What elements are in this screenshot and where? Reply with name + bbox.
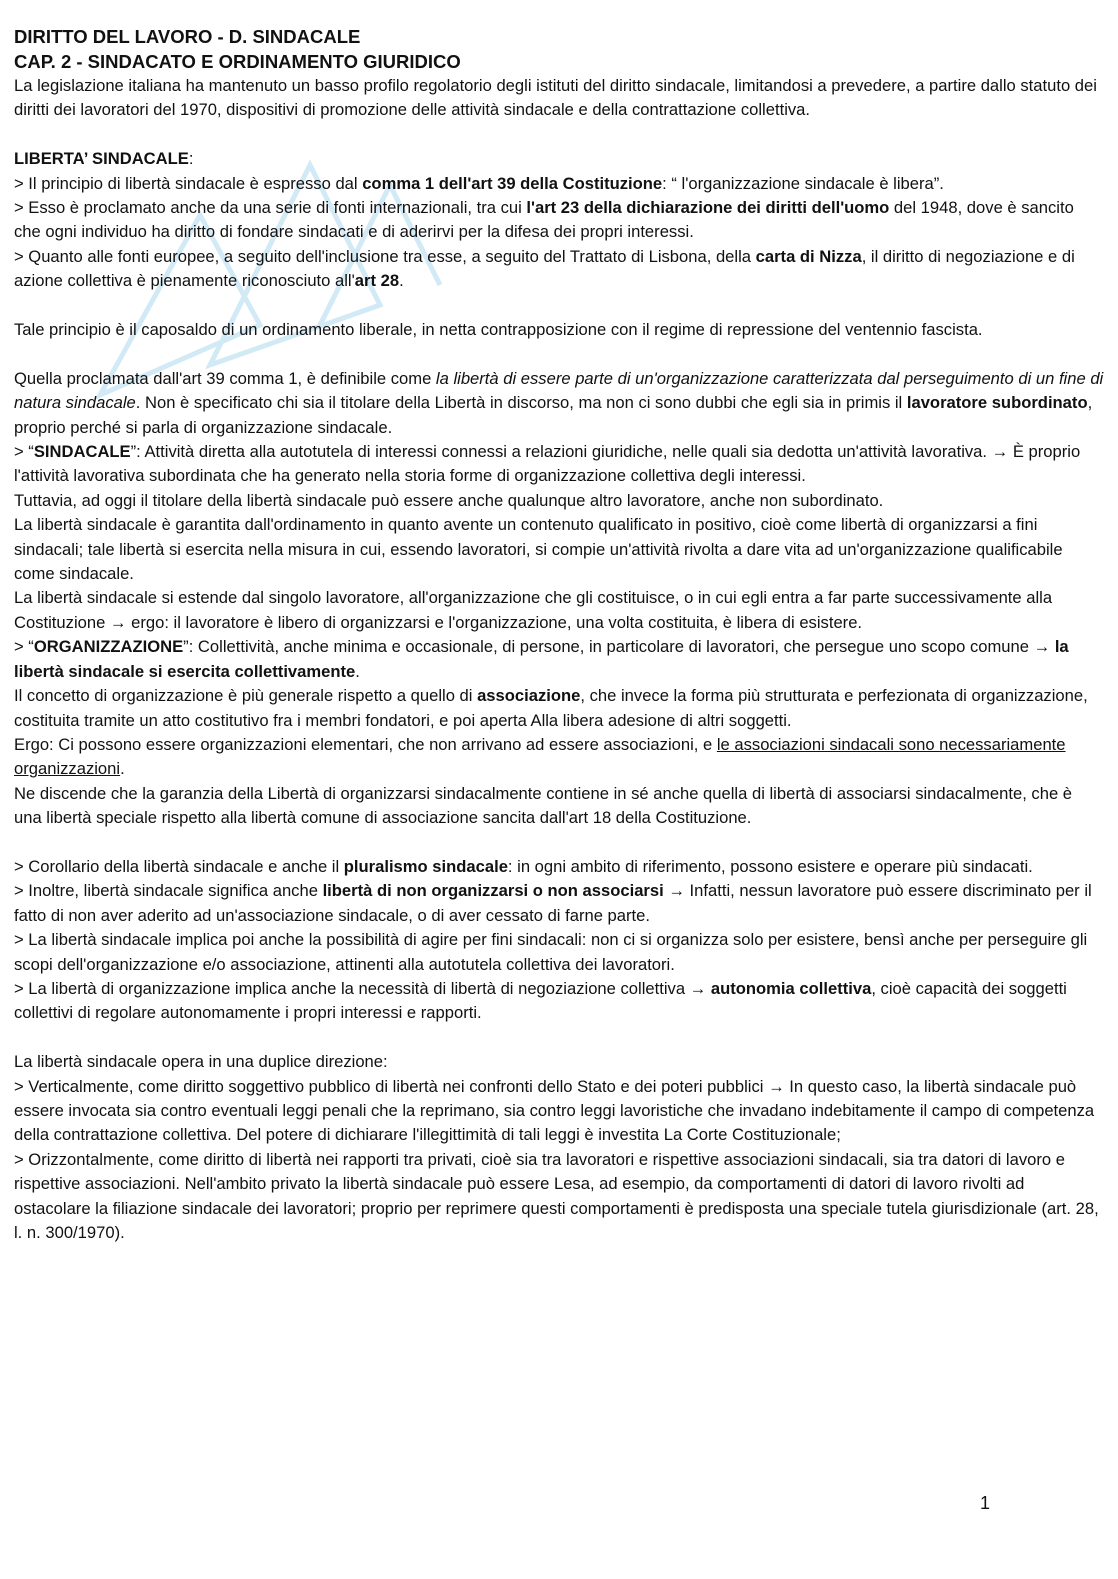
paragraph-garantita: La libertà sindacale è garantita dall'ordinamento in quanto avente un contenuto qualificato in positivo, cioè come libertà di organizzarsi a fini sindacali; tale libertà si esercita nella misura in cui, essendo lavoratori, si compie un'attività rivolta a dare vita ad un'organizzazione qualificabile come sindacale.	[14, 515, 1063, 584]
bullet-inoltre: > Inoltre, libertà sindacale significa anche libertà di non organizzarsi o non associarsi → Infatti, nessun lavoratore può essere discriminato per il fatto di non aver aderito ad un'associazione sindacale, o di aver cessato di farne parte.	[14, 881, 1092, 925]
section-heading-liberta: LIBERTA’ SINDACALE:	[14, 149, 194, 169]
document-title: DIRITTO DEL LAVORO - D. SINDACALE	[14, 26, 361, 47]
paragraph-estende: La libertà sindacale si estende dal singolo lavoratore, all'organizzazione che gli costituisce, o in cui egli entra a far parte successivamente alla Costituzione → ergo: il lavoratore è libero di organizzarsi e l'organizzazione, una volta costituita, è libera di esistere.	[14, 588, 1053, 632]
paragraph-concetto: Il concetto di organizzazione è più generale rispetto a quello di associazione, che invece la forma più strutturata e perfezionata di organizzazione, costituita tramite un atto costitutivo fra i membri fondatori, e poi aperta Alla libera adesione di altri soggetti.	[14, 686, 1088, 730]
paragraph-tuttavia: Tuttavia, ad oggi il titolare della libertà sindacale può essere anche qualunque altro lavoratore, anche non subordinato.	[14, 490, 884, 510]
paragraph-intro: La legislazione italiana ha mantenuto un basso profilo regolatorio degli istituti del diritto sindacale, limitandosi a prevedere, a partire dallo statuto dei diritti dei lavoratori del 1970, dispositivi di promozione delle attività sindacale e della contrattazione collettiva.	[14, 76, 1097, 120]
paragraph-quella-proclamata: Quella proclamata dall'art 39 comma 1, è definibile come la libertà di essere parte di un'organizzazione caratterizzata dal perseguimento di un fine di natura sindacale. Non è specificato chi sia il titolare della Libertà in discorso, ma non ci sono dubbi che egli sia in primis il lavoratore subordinato, proprio perché si parla di organizzazione sindacale.	[14, 368, 1104, 437]
definition-organizzazione: > “ORGANIZZAZIONE”: Collettività, anche minima e occasionale, di persone, in particolare di lavoratori, che persegue uno scopo comune → la libertà sindacale si esercita collettivamente.	[14, 637, 1069, 681]
bullet-fonti-europee: > Quanto alle fonti europee, a seguito dell'inclusione tra esse, a seguito del Trattato di Lisbona, della carta di Nizza, il diritto di negoziazione e di azione collettiva è pienamente riconosciuto all'art 28.	[14, 246, 1075, 291]
bullet-verticalmente: > Verticalmente, come diritto soggettivo pubblico di libertà nei confronti dello Stato e dei poteri pubblici → In questo caso, la libertà sindacale può essere invocata sia contro eventuali leggi penali che la reprimano, sia contro leggi lavoristiche che invadano indebitamente il campo di competenza della contrattazione collettiva. Del potere di dichiarare l'illegittimità di tali leggi è investita La Corte Costituzionale;	[14, 1076, 1095, 1145]
bullet-implica: > La libertà sindacale implica poi anche la possibilità di agire per fini sindacali: non ci si organizza solo per esistere, bensì anche per perseguire gli scopi dell'organizzazione e/o associazione, attinenti alla autotutela collettiva dei lavoratori.	[14, 930, 1088, 974]
bullet-fonti-internazionali: > Esso è proclamato anche da una serie di fonti internazionali, tra cui l'art 23 della dichiarazione dei diritti dell'uomo del 1948, dove è sancito che ogni individuo ha diritto di fondare sindacati e di aderirvi per la difesa dei propri interessi.	[14, 198, 1074, 242]
bullet-corollario: > Corollario della libertà sindacale e anche il pluralismo sindacale: in ogni ambito di riferimento, possono esistere e operare più sindacati.	[14, 856, 1033, 876]
definition-sindacale: > “SINDACALE”: Attività diretta alla autotutela di interessi connessi a relazioni giuridiche, nelle quali sia dedotta un'attività lavorativa. → È proprio l'attività lavorativa subordinata che ha generato nella storia forme di organizzazione collettiva degli interessi.	[14, 442, 1081, 486]
bullet-negoziazione: > La libertà di organizzazione implica anche la necessità di libertà di negoziazione collettiva → autonomia collettiva, cioè capacità dei soggetti collettivi di regolare autonomamente i propri interessi e rapporti.	[14, 978, 1067, 1023]
paragraph-principio: Tale principio è il caposaldo di un ordinamento liberale, in netta contrapposizione con il regime di repressione del ventennio fascista.	[14, 320, 983, 340]
chapter-title: CAP. 2 - SINDACATO E ORDINAMENTO GIURIDICO	[14, 51, 461, 72]
document-body	[14, 24, 1104, 1245]
bullet-principio: > Il principio di libertà sindacale è espresso dal comma 1 dell'art 39 della Costituzione: “ l'organizzazione sindacale è libera”.	[14, 173, 944, 193]
bullet-orizzontalmente: > Orizzontalmente, come diritto di libertà nei rapporti tra privati, cioè sia tra lavoratori e rispettive associazioni sindacali, sia tra datori di lavoro e rispettive associazioni. Nell'ambito privato la libertà sindacale può essere Lesa, ad esempio, da comportamenti di datori di lavoro rivolti ad ostacolare la filiazione sindacale dei lavoratori; proprio per reprimere questi comportamenti è predisposta una speciale tutela giurisdizionale (art. 28, l. n. 300/1970).	[14, 1149, 1099, 1243]
page-number: 1	[979, 1493, 990, 1513]
paragraph-duplice: La libertà sindacale opera in una duplice direzione:	[14, 1052, 388, 1072]
paragraph-ergo: Ergo: Ci possono essere organizzazioni elementari, che non arrivano ad essere associazioni, e le associazioni sindacali sono necessariamente organizzazioni.	[14, 734, 1066, 779]
paragraph-discende: Ne discende che la garanzia della Libertà di organizzarsi sindacalmente contiene in sé anche quella di libertà di associarsi sindacalmente, che è una libertà speciale rispetto alla libertà comune di associazione sancita dall'art 18 della Costituzione.	[14, 783, 1073, 828]
